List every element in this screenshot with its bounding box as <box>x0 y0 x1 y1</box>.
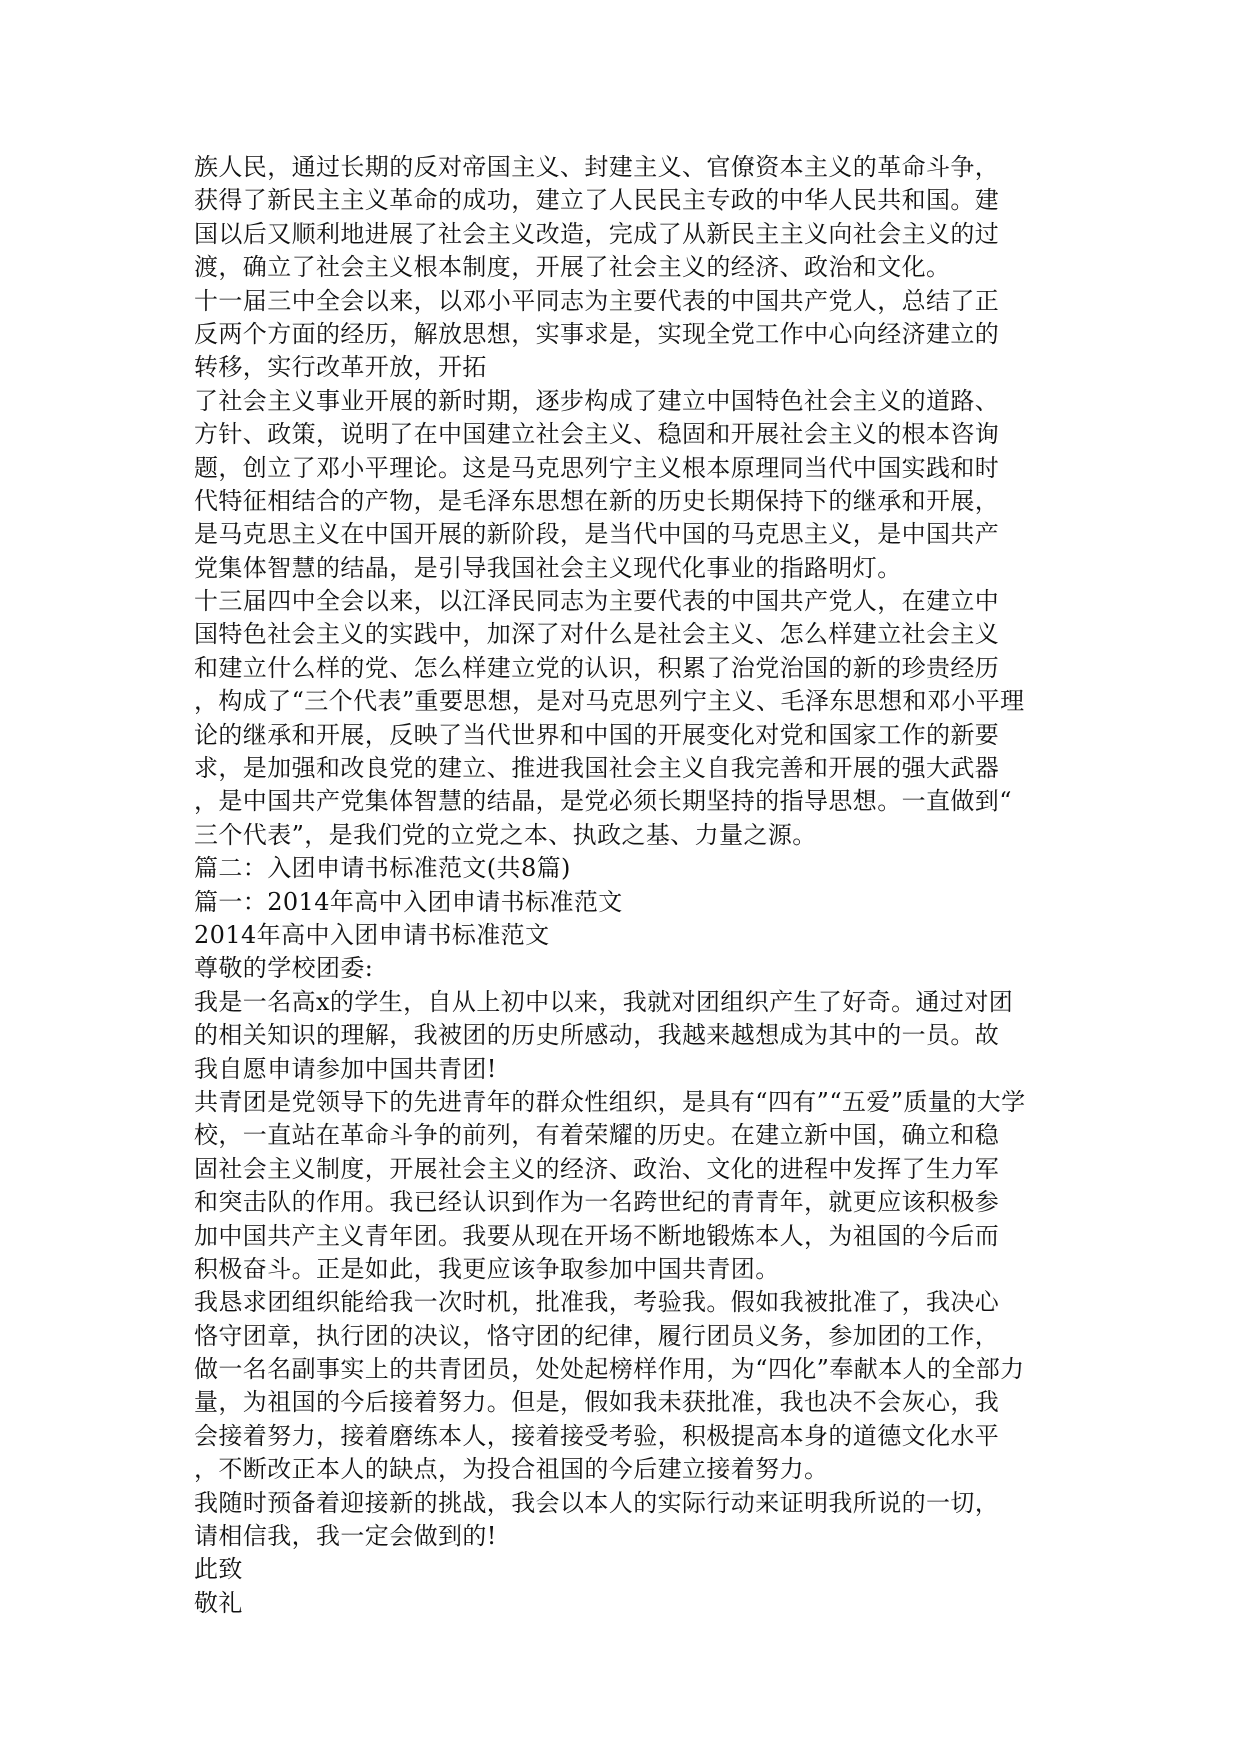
text-line: 转移，实行改革开放，开拓 <box>194 353 487 382</box>
text-line: 求，是加强和改良党的建立、推进我国社会主义自我完善和开展的强大武器 <box>194 754 1000 783</box>
text-line: 十三届四中全会以来，以江泽民同志为主要代表的中国共产党人，在建立中 <box>194 587 1000 616</box>
text-line: 国特色社会主义的实践中，加深了对什么是社会主义、怎么样建立社会主义 <box>194 620 1000 649</box>
text-line: 篇一：2014年高中入团申请书标准范文 <box>194 887 623 916</box>
text-line: 会接着努力，接着磨练本人，接着接受考验，积极提高本身的道德文化水平 <box>194 1421 1000 1450</box>
text-line: 十一届三中全会以来，以邓小平同志为主要代表的中国共产党人，总结了正 <box>194 286 1000 315</box>
text-line: 篇二：入团申请书标准范文(共8篇) <box>194 854 571 883</box>
text-line: 和突击队的作用。我已经认识到作为一名跨世纪的青青年，就更应该积极参 <box>194 1188 1000 1217</box>
text-line: 做一名名副事实上的共青团员，处处起榜样作用，为“四化”奉献本人的全部力 <box>194 1355 1025 1384</box>
text-line: 固社会主义制度，开展社会主义的经济、政治、文化的进程中发挥了生力军 <box>194 1154 1000 1183</box>
text-line: 量，为祖国的今后接着努力。但是，假如我未获批准，我也决不会灰心，我 <box>194 1388 1000 1417</box>
text-line: 国以后又顺利地进展了社会主义改造，完成了从新民主主义向社会主义的过 <box>194 219 1000 248</box>
text-line: 方针、政策，说明了在中国建立社会主义、稳固和开展社会主义的根本咨询 <box>194 420 1000 449</box>
text-line: 族人民，通过长期的反对帝国主义、封建主义、官僚资本主义的革命斗争， <box>194 153 1000 181</box>
text-line: 获得了新民主主义革命的成功，建立了人民民主专政的中华人民共和国。建 <box>194 186 1000 215</box>
text-line: ，不断改正本人的缺点，为投合祖国的今后建立接着努力。 <box>194 1455 829 1484</box>
text-line: 2014年高中入团申请书标准范文 <box>194 920 550 949</box>
text-line: 三个代表”，是我们党的立党之本、执政之基、力量之源。 <box>194 820 817 849</box>
text-line: 的相关知识的理解，我被团的历史所感动，我越来越想成为其中的一员。故 <box>194 1021 1000 1050</box>
text-line: 尊敬的学校团委: <box>194 954 374 983</box>
text-line: 我随时预备着迎接新的挑战，我会以本人的实际行动来证明我所说的一切， <box>194 1488 1000 1517</box>
document-body <box>194 151 1074 1620</box>
text-line: 渡，确立了社会主义根本制度，开展了社会主义的经济、政治和文化。 <box>194 253 951 282</box>
text-line: 积极奋斗。正是如此，我更应该争取参加中国共青团。 <box>194 1254 780 1283</box>
text-line: ，是中国共产党集体智慧的结晶，是党必须长期坚持的指导思想。一直做到“ <box>194 787 1012 816</box>
text-line: 了社会主义事业开展的新时期，逐步构成了建立中国特色社会主义的道路、 <box>194 386 1000 415</box>
text-line: 论的继承和开展，反映了当代世界和中国的开展变化对党和国家工作的新要 <box>194 720 1000 749</box>
text-line: ，构成了“三个代表”重要思想，是对马克思列宁主义、毛泽东思想和邓小平理 <box>194 687 1025 716</box>
text-line: 是马克思主义在中国开展的新阶段，是当代中国的马克思主义，是中国共产 <box>194 520 1000 549</box>
text-line: 校，一直站在革命斗争的前列，有着荣耀的历史。在建立新中国，确立和稳 <box>194 1121 1000 1150</box>
text-line: 加中国共产主义青年团。我要从现在开场不断地锻炼本人，为祖国的今后而 <box>194 1221 1000 1250</box>
text-line: 此致 <box>194 1555 243 1584</box>
text-line: 和建立什么样的党、怎么样建立党的认识，积累了治党治国的新的珍贵经历 <box>194 653 1000 682</box>
text-line: 共青团是党领导下的先进青年的群众性组织，是具有“四有”“五爱”质量的大学 <box>194 1087 1026 1116</box>
text-line: 我自愿申请参加中国共青团! <box>194 1054 497 1083</box>
text-line: 题，创立了邓小平理论。这是马克思列宁主义根本原理同当代中国实践和时 <box>194 453 1000 482</box>
text-line: 请相信我，我一定会做到的! <box>194 1522 497 1551</box>
text-line: 代特征相结合的产物，是毛泽东思想在新的历史长期保持下的继承和开展， <box>194 486 1000 515</box>
text-line: 我是一名高x的学生，自从上初中以来，我就对团组织产生了好奇。通过对团 <box>194 987 1014 1016</box>
text-line: 恪守团章，执行团的决议，恪守团的纪律，履行团员义务，参加团的工作， <box>194 1321 1000 1350</box>
text-line: 敬礼 <box>194 1588 243 1617</box>
text-line: 我恳求团组织能给我一次时机，批准我，考验我。假如我被批准了，我决心 <box>194 1288 1000 1317</box>
text-line: 反两个方面的经历，解放思想，实事求是，实现全党工作中心向经济建立的 <box>194 319 1000 348</box>
text-line: 党集体智慧的结晶，是引导我国社会主义现代化事业的指路明灯。 <box>194 553 902 582</box>
